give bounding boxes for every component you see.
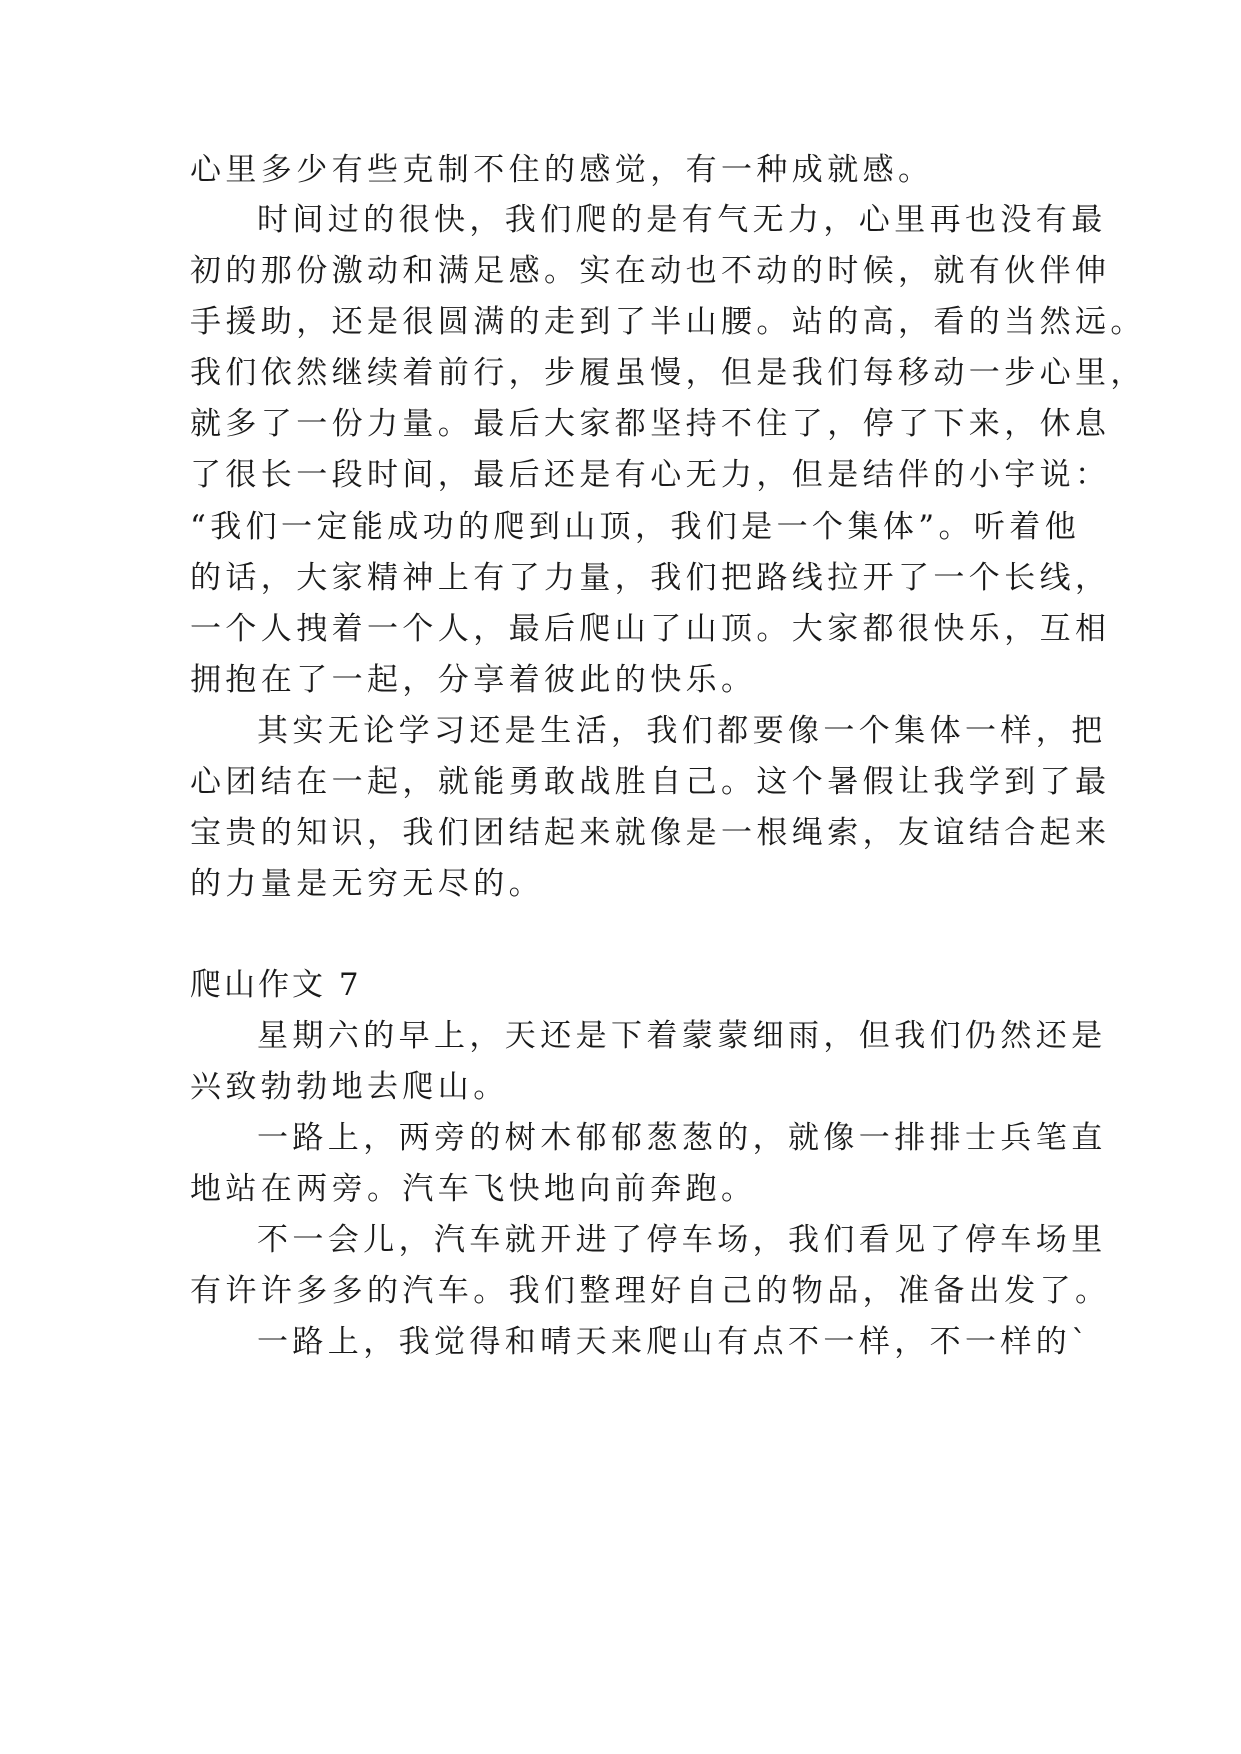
text-line: 初的那份激动和满足感。实在动也不动的时候，就有伙伴伸 <box>190 253 1111 289</box>
text-line: 心里多少有些克制不住的感觉，有一种成就感。 <box>190 152 934 188</box>
text-line: 的力量是无穷无尽的。 <box>190 866 544 902</box>
text-line: 时间过的很快，我们爬的是有气无力，心里再也没有最 <box>257 202 1107 238</box>
text-line: “我们一定能成功的爬到山顶，我们是一个集体”。听着他 <box>190 509 1081 545</box>
text-line: 不一会儿，汽车就开进了停车场，我们看见了停车场里 <box>257 1222 1107 1258</box>
text-line: 兴致勃勃地去爬山。 <box>190 1069 509 1105</box>
text-line: 我们依然继续着前行，步履虽慢，但是我们每移动一步心里， <box>190 355 1146 391</box>
text-line: 地站在两旁。汽车飞快地向前奔跑。 <box>190 1171 757 1207</box>
text-line: 心团结在一起，就能勇敢战胜自己。这个暑假让我学到了最 <box>190 764 1111 800</box>
text-line: 了很长一段时间，最后还是有心无力，但是结伴的小宇说： <box>190 457 1111 493</box>
text-line: 宝贵的知识，我们团结起来就像是一根绳索，友谊结合起来 <box>190 815 1111 851</box>
text-line: 就多了一份力量。最后大家都坚持不住了，停了下来，休息 <box>190 406 1111 442</box>
text-line: 一路上，我觉得和晴天来爬山有点不一样，不一样的` <box>257 1324 1092 1360</box>
text-line: 拥抱在了一起，分享着彼此的快乐。 <box>190 662 757 698</box>
text-line: 一路上，两旁的树木郁郁葱葱的，就像一排排士兵笔直 <box>257 1120 1107 1156</box>
text-line: 的话，大家精神上有了力量，我们把路线拉开了一个长线， <box>190 560 1111 596</box>
text-line: 其实无论学习还是生活，我们都要像一个集体一样，把 <box>257 713 1107 749</box>
text-line: 一个人拽着一个人，最后爬山了山顶。大家都很快乐，互相 <box>190 611 1111 647</box>
section-title: 爬山作文 7 <box>190 967 362 1003</box>
text-line: 有许许多多的汽车。我们整理好自己的物品，准备出发了。 <box>190 1273 1111 1309</box>
text-line: 手援助，还是很圆满的走到了半山腰。站的高，看的当然远。 <box>190 304 1146 340</box>
text-line: 星期六的早上，天还是下着蒙蒙细雨，但我们仍然还是 <box>257 1018 1107 1054</box>
